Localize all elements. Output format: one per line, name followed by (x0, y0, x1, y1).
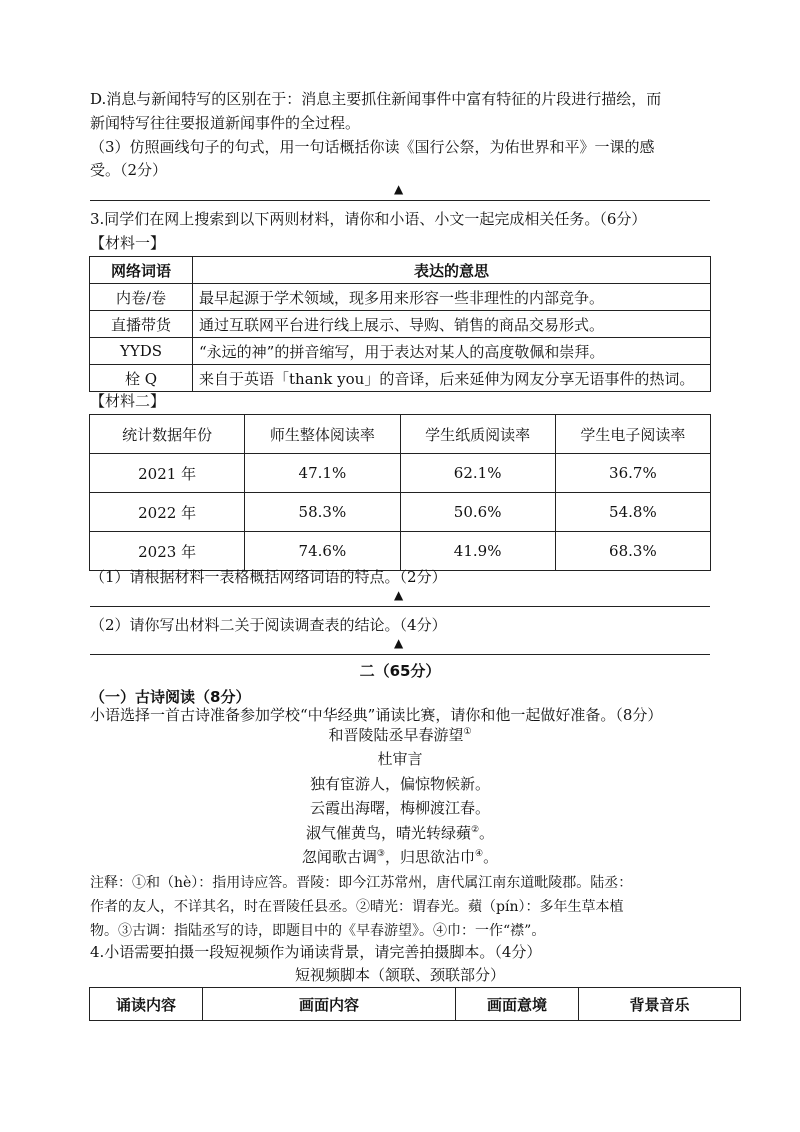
poem-line: 淑气催黄鸟，晴光转绿蘋②。 (305, 824, 495, 842)
question-3-title: 3.同学们在网上搜索到以下两则材料，请你和小语、小文一起完成相关任务。（6分） (90, 210, 647, 228)
table-header: 学生纸质阅读率 (400, 415, 555, 454)
answer-marker-icon: ▲ (394, 636, 404, 650)
footnote-marker: ③ (376, 849, 385, 859)
table-header: 网络词语 (90, 257, 193, 284)
question-3-2: （2）请你写出材料二关于阅读调查表的结论。（4分） (90, 616, 447, 634)
table-cell: “永远的神”的拼音缩写，用于表达对某人的高度敬佩和崇拜。 (193, 338, 711, 365)
table-header: 统计数据年份 (90, 415, 245, 454)
table-cell: 2021 年 (90, 454, 245, 493)
answer-line[interactable] (90, 586, 710, 607)
question-3-1: （1）请根据材料一表格概括网络词语的特点。（2分） (90, 568, 447, 586)
material2-table (89, 414, 711, 571)
footnote-marker: ② (470, 825, 480, 835)
table-cell: 来自于英语「thank you」的音译，后来延伸为网友分享无语事件的热词。 (193, 365, 711, 392)
answer-marker-icon: ▲ (394, 588, 404, 602)
option-d-line1: D.消息与新闻特写的区别在于：消息主要抓住新闻事件中富有特征的片段进行描绘，而 (90, 90, 662, 108)
table-header: 表达的意思 (193, 257, 711, 284)
table-cell: 内卷/卷 (90, 284, 193, 311)
table-header: 背景音乐 (579, 988, 741, 1021)
table-cell: 62.1% (400, 454, 555, 493)
poem-title-text: 和晋陵陆丞早春游望 (328, 726, 464, 744)
poem-title (90, 724, 710, 745)
table-cell: 直播带货 (90, 311, 193, 338)
question-2-3-line2: 受。（2分） (90, 161, 168, 179)
table-cell: 54.8% (555, 493, 710, 532)
table-cell: 74.6% (245, 532, 400, 571)
material1-label: 【材料一】 (90, 234, 166, 252)
script-title: 短视频脚本（颔联、颈联部分） (294, 966, 505, 984)
table-cell: 2023 年 (90, 532, 245, 571)
table-header: 画面意境 (456, 988, 579, 1021)
answer-line[interactable] (90, 180, 710, 201)
part-title: （一）古诗阅读（8分） (90, 688, 251, 706)
table-cell: 最早起源于学术领域，现多用来形容一些非理性的内部竞争。 (193, 284, 711, 311)
table-cell: 58.3% (245, 493, 400, 532)
table-header: 画面内容 (203, 988, 456, 1021)
material1-table (89, 256, 711, 392)
table-cell: 68.3% (555, 532, 710, 571)
footnote-marker: ④ (475, 849, 484, 859)
table-cell: YYDS (90, 338, 193, 365)
table-cell: 36.7% (555, 454, 710, 493)
section-intro: 小语选择一首古诗准备参加学校“中华经典”诵读比赛，请你和他一起做好准备。（8分） (90, 706, 663, 724)
answer-marker-icon: ▲ (394, 182, 404, 196)
table-header: 学生电子阅读率 (555, 415, 710, 454)
poem-notes-line2: 作者的友人，不详其名，时在晋陵任县丞。②晴光：谓春光。蘋（pín）：多年生草本植 (90, 899, 624, 915)
poem-line: 忽闻歌古调③，归思欲沾巾④。 (301, 848, 499, 866)
table-cell: 2022 年 (90, 493, 245, 532)
poem-line: 云霞出海曙，梅柳渡江春。 (309, 799, 490, 817)
section-title: 二（65分） (359, 662, 441, 680)
table-header: 诵读内容 (90, 988, 203, 1021)
question-4-title: 4.小语需要拍摄一段短视频作为诵读背景，请完善拍摄脚本。（4分） (90, 943, 542, 961)
script-table (89, 987, 741, 1021)
option-d-line2: 新闻特写往往要报道新闻事件的全过程。 (90, 114, 361, 132)
table-cell: 栓 Q (90, 365, 193, 392)
poem-notes-line1: 注释：①和（hè）：指用诗应答。晋陵：即今江苏常州，唐代属江南东道毗陵郡。陆丞： (90, 875, 633, 891)
question-2-3-line1: （3）仿照画线句子的句式，用一句话概括你读《国行公祭，为佑世界和平》一课的感 (90, 138, 655, 156)
material2-label: 【材料二】 (90, 392, 166, 410)
poem-line-text: 淑气催黄鸟，晴光转绿蘋 (305, 824, 471, 842)
table-header: 师生整体阅读率 (245, 415, 400, 454)
poem-line-text: 忽闻歌古调 (301, 848, 377, 866)
table-cell: 41.9% (400, 532, 555, 571)
poem-notes-line3: 物。③古调：指陆丞写的诗，即题目中的《早春游望》。④巾：一作“襟”。 (90, 923, 546, 939)
poem-line: 独有宦游人，偏惊物候新。 (309, 775, 490, 793)
poem-author: 杜审言 (377, 750, 423, 768)
table-cell: 47.1% (245, 454, 400, 493)
poem-line-text: ，归思欲沾巾 (384, 848, 475, 866)
answer-line[interactable] (90, 634, 710, 655)
table-cell: 50.6% (400, 493, 555, 532)
table-cell: 通过互联网平台进行线上展示、导购、销售的商品交易形式。 (193, 311, 711, 338)
footnote-marker: ① (463, 727, 472, 737)
